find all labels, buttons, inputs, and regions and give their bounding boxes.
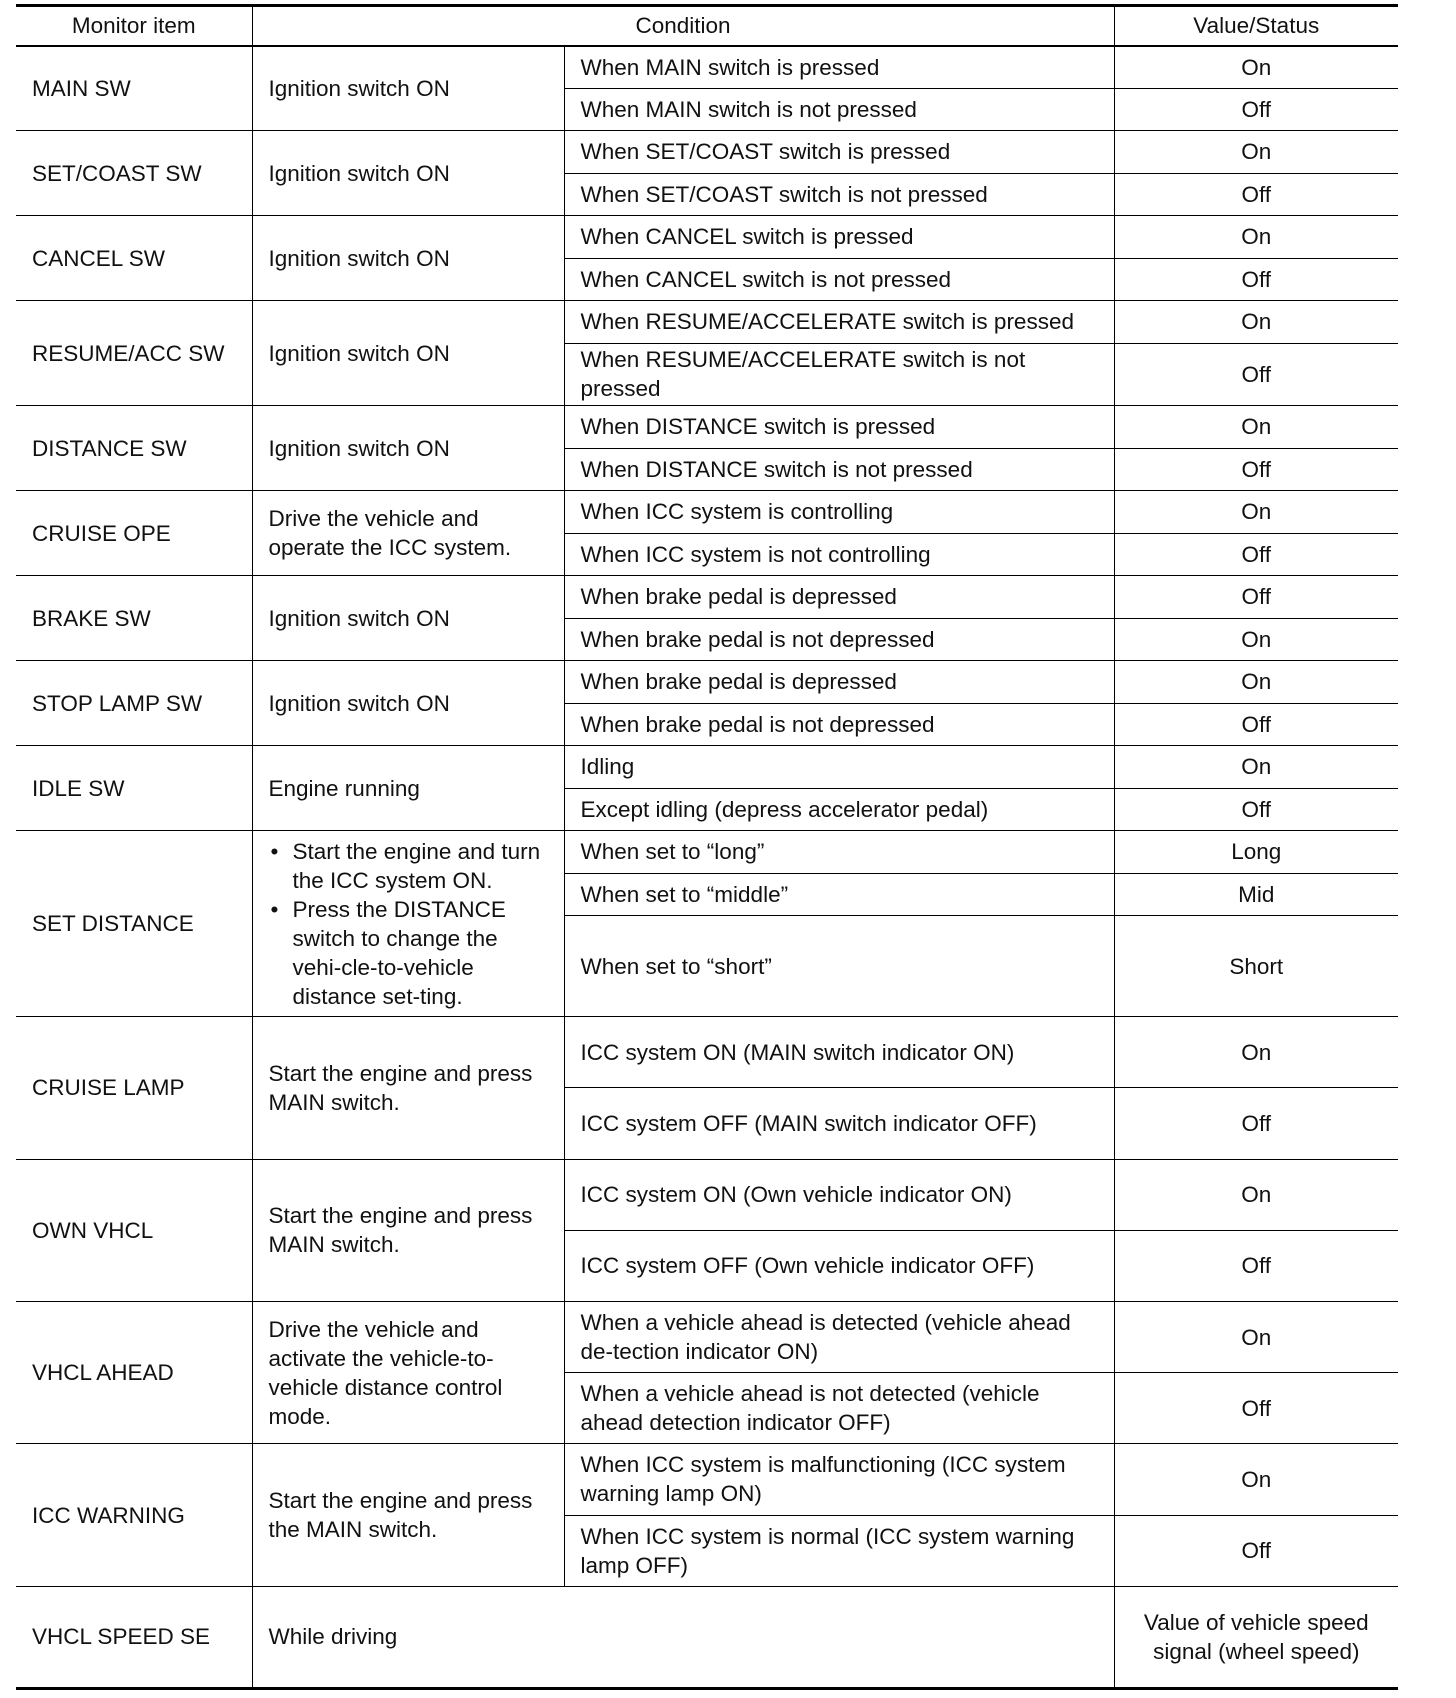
value-status: Mid — [1114, 873, 1398, 916]
monitor-item-cancel-sw: CANCEL SW — [16, 216, 252, 301]
sub-condition: ICC system OFF (MAIN switch indicator OFF) — [564, 1088, 1114, 1159]
table-header-row — [16, 6, 1398, 46]
value-status: On — [1114, 618, 1398, 661]
monitor-item-idle-sw: IDLE SW — [16, 746, 252, 831]
table-row — [16, 216, 1398, 259]
sub-condition: When set to “long” — [564, 831, 1114, 874]
sub-condition: When RESUME/ACCELERATE switch is not pressed — [564, 343, 1114, 406]
condition-resume-acc-sw: Ignition switch ON — [252, 301, 564, 406]
sub-condition: When brake pedal is depressed — [564, 576, 1114, 619]
sub-condition: When set to “middle” — [564, 873, 1114, 916]
sub-condition: When brake pedal is not depressed — [564, 618, 1114, 661]
sub-condition: When a vehicle ahead is not detected (vehicle ahead detection indicator OFF) — [564, 1373, 1114, 1444]
table-row — [16, 1301, 1398, 1372]
monitor-item-stop-lamp-sw: STOP LAMP SW — [16, 661, 252, 746]
monitor-item-distance-sw: DISTANCE SW — [16, 406, 252, 491]
sub-condition: When brake pedal is not depressed — [564, 703, 1114, 746]
header-value-status: Value/Status — [1114, 6, 1398, 46]
table-row — [16, 1444, 1398, 1515]
monitor-item-set-coast-sw: SET/COAST SW — [16, 131, 252, 216]
value-status: Off — [1114, 703, 1398, 746]
monitor-item-vhcl-speed-se: VHCL SPEED SE — [16, 1586, 252, 1688]
sub-condition: When ICC system is malfunctioning (ICC system warning lamp ON) — [564, 1444, 1114, 1515]
table-row — [16, 1017, 1398, 1088]
condition-bullet: • Press the DISTANCE switch to change the vehi-cle-to-vehicle distance set-ting. — [269, 895, 548, 1011]
monitor-item-icc-warning: ICC WARNING — [16, 1444, 252, 1586]
value-status: Off — [1114, 1088, 1398, 1159]
value-status: Long — [1114, 831, 1398, 874]
sub-condition: When DISTANCE switch is not pressed — [564, 448, 1114, 491]
value-status: Short — [1114, 916, 1398, 1017]
sub-condition: Idling — [564, 746, 1114, 789]
value-status: On — [1114, 301, 1398, 344]
value-status: On — [1114, 406, 1398, 449]
condition-cruise-ope: Drive the vehicle and operate the ICC system. — [252, 491, 564, 576]
monitor-item-set-distance: SET DISTANCE — [16, 831, 252, 1017]
sub-condition: When ICC system is normal (ICC system warning lamp OFF) — [564, 1515, 1114, 1586]
table-row — [16, 131, 1398, 174]
value-status: Off — [1114, 448, 1398, 491]
value-status: Off — [1114, 788, 1398, 831]
monitor-item-own-vhcl: OWN VHCL — [16, 1159, 252, 1301]
condition-idle-sw: Engine running — [252, 746, 564, 831]
sub-condition: When MAIN switch is not pressed — [564, 88, 1114, 131]
condition-vhcl-speed-se: While driving — [252, 1586, 1114, 1688]
sub-condition: ICC system ON (Own vehicle indicator ON) — [564, 1159, 1114, 1230]
table-row — [16, 301, 1398, 344]
value-status: On — [1114, 131, 1398, 174]
table-row — [16, 746, 1398, 789]
value-status: Off — [1114, 1373, 1398, 1444]
condition-distance-sw: Ignition switch ON — [252, 406, 564, 491]
condition-cancel-sw: Ignition switch ON — [252, 216, 564, 301]
sub-condition: When ICC system is controlling — [564, 491, 1114, 534]
condition-main-sw: Ignition switch ON — [252, 46, 564, 131]
value-status: On — [1114, 1159, 1398, 1230]
value-status: Value of vehicle speed signal (wheel speed) — [1114, 1586, 1398, 1688]
condition-vhcl-ahead: Drive the vehicle and activate the vehicle-to-vehicle distance control mode. — [252, 1301, 564, 1443]
table-row — [16, 1159, 1398, 1230]
sub-condition: When ICC system is not controlling — [564, 533, 1114, 576]
condition-icc-warning: Start the engine and press the MAIN switch. — [252, 1444, 564, 1586]
condition-bullet-list — [269, 837, 548, 1011]
condition-set-distance — [252, 831, 564, 1017]
header-condition: Condition — [252, 6, 1114, 46]
value-status: Off — [1114, 258, 1398, 301]
value-status: Off — [1114, 1515, 1398, 1586]
header-monitor-item: Monitor item — [16, 6, 252, 46]
table-row — [16, 576, 1398, 619]
monitor-item-table — [16, 4, 1398, 1690]
condition-bullet: • Start the engine and turn the ICC system ON. — [269, 837, 548, 895]
sub-condition: When SET/COAST switch is not pressed — [564, 173, 1114, 216]
sub-condition: When RESUME/ACCELERATE switch is pressed — [564, 301, 1114, 344]
table-row — [16, 1586, 1398, 1688]
value-status: Off — [1114, 576, 1398, 619]
condition-cruise-lamp: Start the engine and press MAIN switch. — [252, 1017, 564, 1159]
monitor-item-cruise-ope: CRUISE OPE — [16, 491, 252, 576]
value-status: On — [1114, 46, 1398, 89]
sub-condition: ICC system ON (MAIN switch indicator ON) — [564, 1017, 1114, 1088]
value-status: Off — [1114, 88, 1398, 131]
table-row — [16, 661, 1398, 704]
value-status: On — [1114, 1444, 1398, 1515]
sub-condition: When DISTANCE switch is pressed — [564, 406, 1114, 449]
sub-condition: When set to “short” — [564, 916, 1114, 1017]
monitor-item-brake-sw: BRAKE SW — [16, 576, 252, 661]
sub-condition: When a vehicle ahead is detected (vehicle ahead de-tection indicator ON) — [564, 1301, 1114, 1372]
sub-condition: When brake pedal is depressed — [564, 661, 1114, 704]
value-status: Off — [1114, 1230, 1398, 1301]
value-status: On — [1114, 491, 1398, 534]
table-row — [16, 491, 1398, 534]
value-status: On — [1114, 1301, 1398, 1372]
monitor-item-main-sw: MAIN SW — [16, 46, 252, 131]
sub-condition: When SET/COAST switch is pressed — [564, 131, 1114, 174]
sub-condition: When MAIN switch is pressed — [564, 46, 1114, 89]
value-status: On — [1114, 661, 1398, 704]
value-status: On — [1114, 746, 1398, 789]
value-status: Off — [1114, 343, 1398, 406]
value-status: On — [1114, 1017, 1398, 1088]
sub-condition: Except idling (depress accelerator pedal) — [564, 788, 1114, 831]
table-row — [16, 46, 1398, 89]
monitor-item-resume-acc-sw: RESUME/ACC SW — [16, 301, 252, 406]
table-row — [16, 406, 1398, 449]
sub-condition: ICC system OFF (Own vehicle indicator OFF) — [564, 1230, 1114, 1301]
condition-stop-lamp-sw: Ignition switch ON — [252, 661, 564, 746]
monitor-item-cruise-lamp: CRUISE LAMP — [16, 1017, 252, 1159]
table-row — [16, 831, 1398, 874]
condition-set-coast-sw: Ignition switch ON — [252, 131, 564, 216]
condition-own-vhcl: Start the engine and press MAIN switch. — [252, 1159, 564, 1301]
sub-condition: When CANCEL switch is not pressed — [564, 258, 1114, 301]
condition-brake-sw: Ignition switch ON — [252, 576, 564, 661]
sub-condition: When CANCEL switch is pressed — [564, 216, 1114, 259]
value-status: Off — [1114, 173, 1398, 216]
monitor-item-vhcl-ahead: VHCL AHEAD — [16, 1301, 252, 1443]
value-status: On — [1114, 216, 1398, 259]
value-status: Off — [1114, 533, 1398, 576]
